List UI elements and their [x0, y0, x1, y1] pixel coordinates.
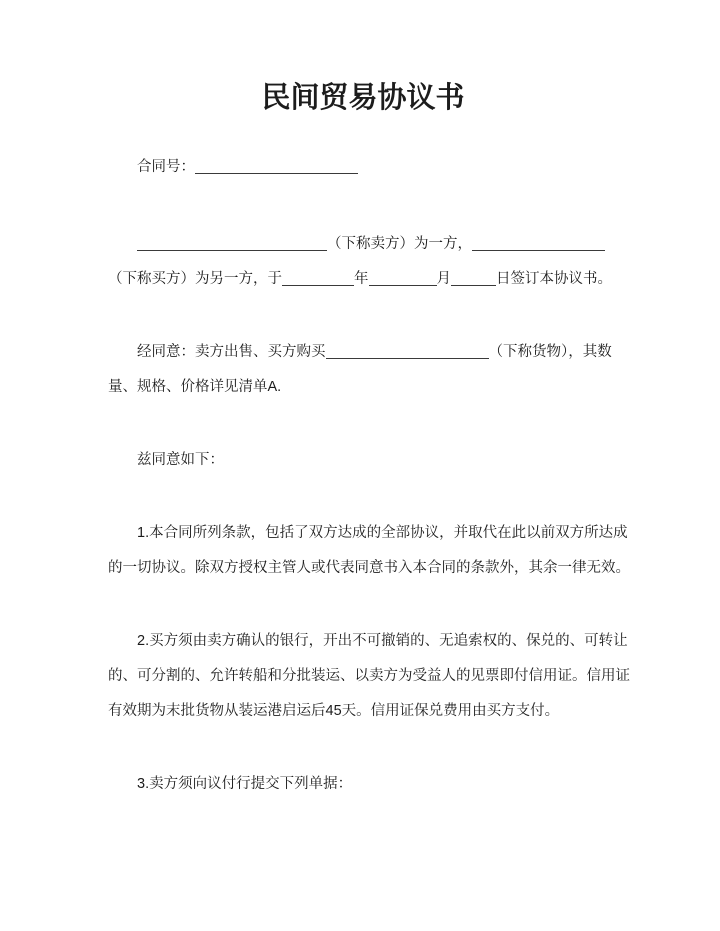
fill-in-blank	[451, 273, 496, 286]
text-run: 兹同意如下：	[137, 452, 224, 468]
text-run: 量、规格、价格详见清单A.	[108, 379, 282, 395]
text-run: （下称货物），其数	[488, 344, 612, 360]
fill-in-blank	[282, 273, 354, 286]
clause-3	[108, 767, 618, 802]
clause-2	[108, 624, 630, 729]
text-run: 月	[436, 271, 451, 287]
text-run: 有效期为末批货物从装运港启运后45天。信用证保兑费用由买方支付。	[108, 703, 560, 719]
fill-in-blank	[137, 238, 327, 251]
text-run: 3.卖方须向议付行提交下列单据：	[137, 776, 353, 792]
contract-number-line	[108, 150, 618, 185]
text-run: 年	[354, 271, 369, 287]
text-run: 的、可分割的、允许转船和分批装运、以卖方为受益人的见票即付信用证。信用证	[108, 668, 630, 684]
parties-paragraph	[108, 227, 618, 297]
text-run: 1.本合同所列条款，包括了双方达成的全部协议，并取代在此以前双方所达成	[137, 525, 628, 541]
text-run: 日签订本协议书。	[496, 271, 612, 287]
document-title: 民间贸易协议书	[261, 82, 465, 114]
text-run: 合同号：	[137, 159, 195, 175]
document-body	[108, 150, 630, 802]
fill-in-blank	[326, 346, 489, 359]
clause-1	[108, 516, 630, 586]
fill-in-blank	[472, 238, 605, 251]
fill-in-blank	[369, 273, 437, 286]
agreement-intro	[108, 443, 618, 478]
goods-paragraph	[108, 335, 618, 405]
text-run: （下称买方）为另一方，于	[108, 271, 282, 287]
text-run: 2.买方须由卖方确认的银行，开出不可撤销的、无追索权的、保兑的、可转让	[137, 633, 628, 649]
text-run: （下称卖方）为一方，	[327, 236, 472, 252]
text-run: 的一切协议。除双方授权主管人或代表同意书入本合同的条款外，其余一律无效。	[108, 560, 630, 576]
text-run: 经同意：卖方出售、买方购买	[137, 344, 326, 360]
fill-in-blank	[195, 161, 358, 174]
